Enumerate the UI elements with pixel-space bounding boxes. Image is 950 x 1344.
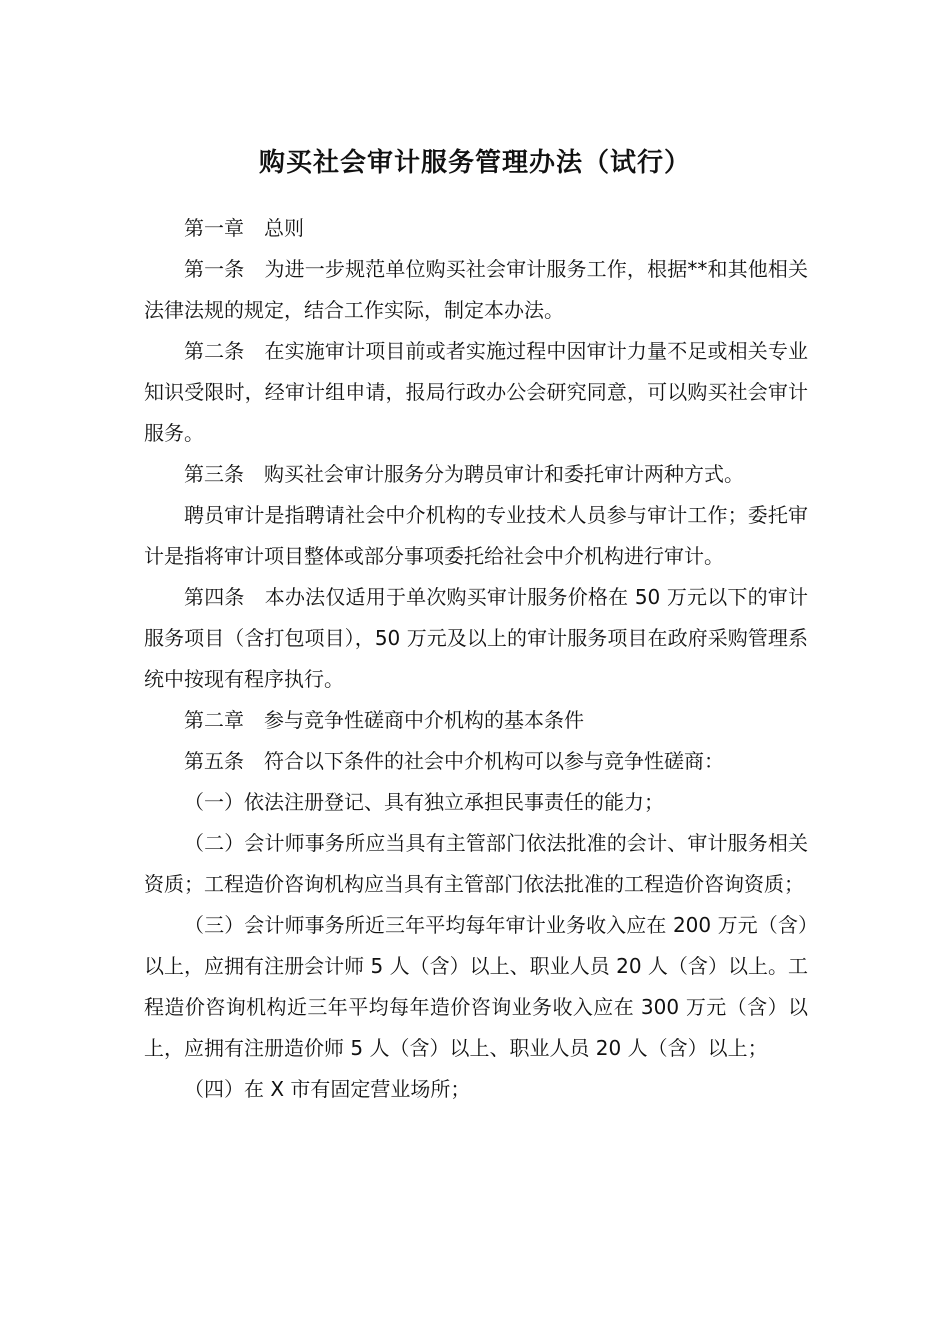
article-4: 第四条 本办法仅适用于单次购买审计服务价格在 50 万元以下的审计服务项目（含打包项目），50 万元及以上的审计服务项目在政府采购管理系统中按现有程序执行。 — [144, 585, 808, 691]
document-body — [144, 208, 808, 1110]
article-3: 第三条 购买社会审计服务分为聘员审计和委托审计两种方式。 — [184, 462, 744, 486]
chapter-2-heading: 第二章 参与竞争性磋商中介机构的基本条件 — [184, 708, 584, 732]
article-5-item-1: （一）依法注册登记、具有独立承担民事责任的能力； — [184, 790, 664, 814]
article-3-detail: 聘员审计是指聘请社会中介机构的专业技术人员参与审计工作；委托审计是指将审计项目整体或部分事项委托给社会中介机构进行审计。 — [144, 503, 808, 568]
article-5-item-2: （二）会计师事务所应当具有主管部门依法批准的会计、审计服务相关资质；工程造价咨询机构应当具有主管部门依法批准的工程造价咨询资质； — [144, 831, 808, 896]
document-title: 购买社会审计服务管理办法（试行） — [258, 148, 691, 178]
chapter-1-heading: 第一章 总则 — [184, 216, 304, 240]
article-5-item-3: （三）会计师事务所近三年平均每年审计业务收入应在 200 万元（含）以上，应拥有注册会计师 5 人（含）以上、职业人员 20 人（含）以上。工程造价咨询机构近三年平均每年造价咨询业务收入应在 300 万元（含）以上，应拥有注册造价师 5 人（含）以上、职业人员 20 人（含）以上； — [144, 913, 808, 1060]
article-5: 第五条 符合以下条件的社会中介机构可以参与竞争性磋商： — [184, 749, 724, 773]
article-2: 第二条 在实施审计项目前或者实施过程中因审计力量不足或相关专业知识受限时，经审计组申请，报局行政办公会研究同意，可以购买社会审计服务。 — [144, 339, 808, 445]
article-1: 第一条 为进一步规范单位购买社会审计服务工作，根据**和其他相关法律法规的规定，结合工作实际，制定本办法。 — [144, 257, 808, 322]
article-5-item-4: （四）在 X 市有固定营业场所； — [184, 1077, 471, 1101]
